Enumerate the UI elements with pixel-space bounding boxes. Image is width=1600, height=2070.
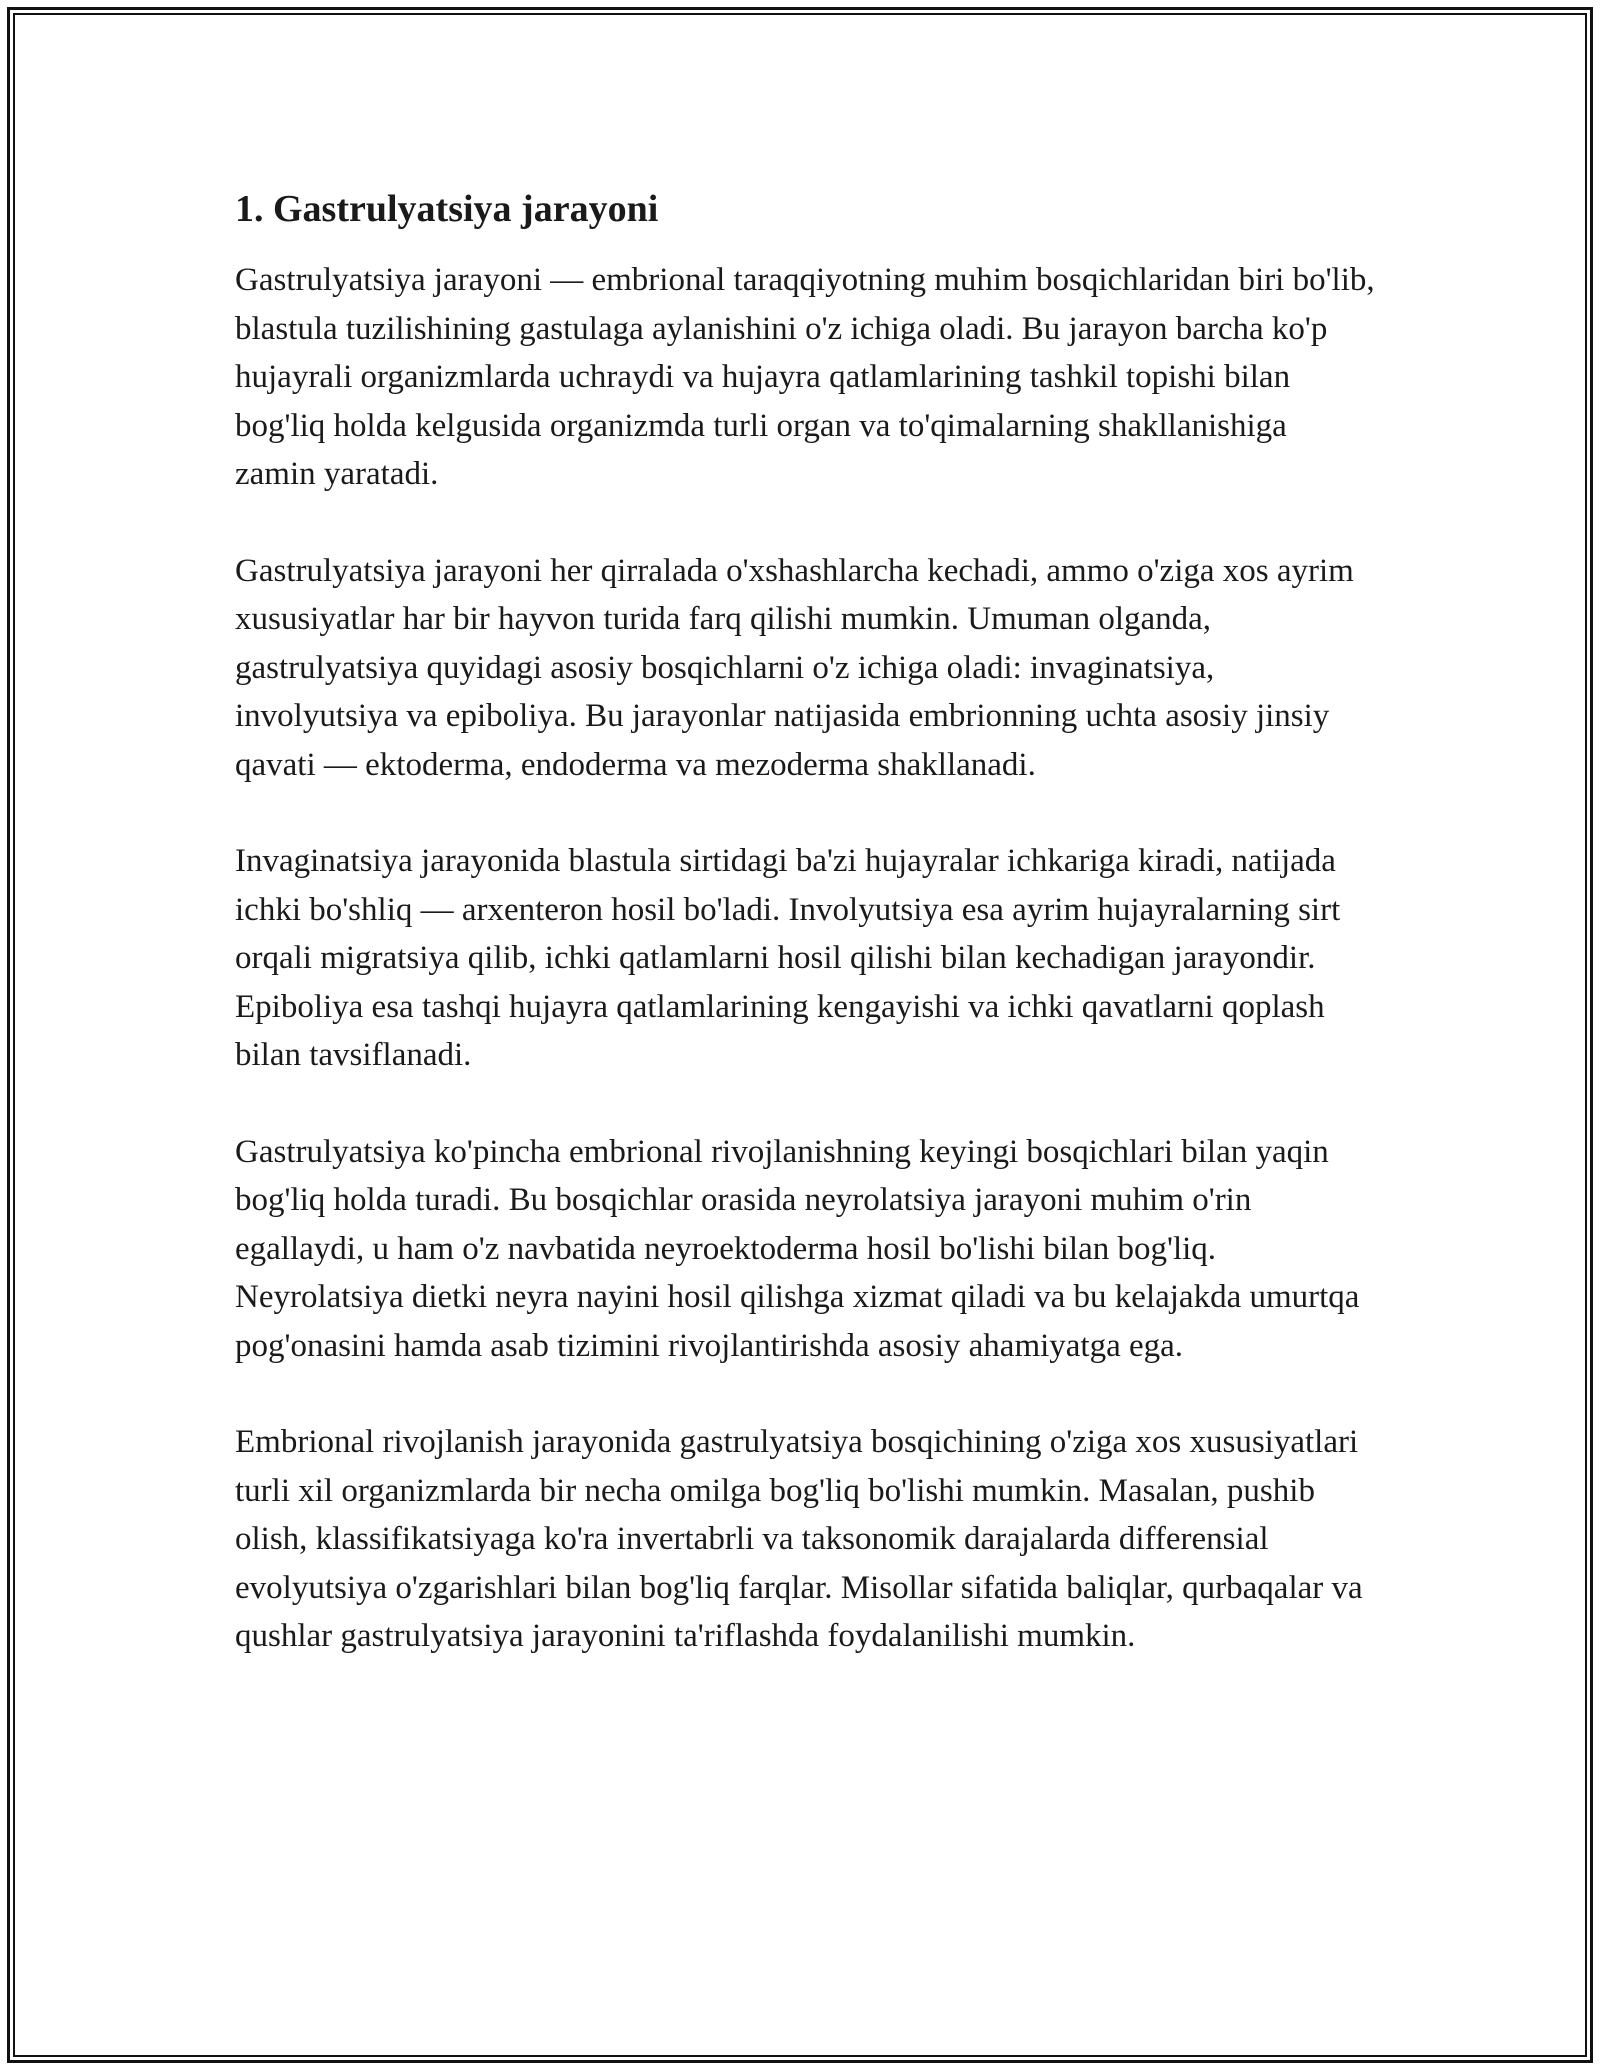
paragraph-3: Invaginatsiya jarayonida blastula sirtidagi ba'zi hujayralar ichkariga kiradi, natijada ichki bo'shliq — arxenteron hosil bo'ladi. Involyutsiya esa ayrim hujayralarning sirt orqali migratsiya qilib, ichki qatlamlarni hosil qilishi bilan kechadigan jarayondir. Epiboliya esa tashqi hujayra qatlamlarining kengayishi va ichki qavatlarni qoplash bilan tavsiflanadi. bbox=[235, 843, 1341, 1074]
paragraph-1: Gastrulyatsiya jarayoni — embrional taraqqiyotning muhim bosqichlaridan biri bo'lib, blastula tuzilishining gastulaga aylanishini o'z ichiga oladi. Bu jarayon barcha ko'p hujayrali organizmlarda uchraydi va hujayra qatlamlarining tashkil topishi bilan bog'liq holda kelgusida organizmda turli organ va to'qimalarning shakllanishiga zamin yaratadi. bbox=[235, 262, 1375, 493]
document-body bbox=[235, 185, 1375, 1709]
paragraph-2: Gastrulyatsiya jarayoni her qirralada o'xshashlarcha kechadi, ammo o'ziga xos ayrim xususiyatlar har bir hayvon turida farq qilishi mumkin. Umuman olganda, gastrulyatsiya quyidagi asosiy bosqichlarni o'z ichiga oladi: invaginatsiya, involyutsiya va epiboliya. Bu jarayonlar natijasida embrionning uchta asosiy jinsiy qavati — ektoderma, endoderma va mezoderma shakllanadi. bbox=[235, 552, 1354, 783]
paragraph-4: Gastrulyatsiya ko'pincha embrional rivojlanishning keyingi bosqichlari bilan yaqin bog'liq holda turadi. Bu bosqichlar orasida neyrolatsiya jarayoni muhim o'rin egallaydi, u ham o'z navbatida neyroektoderma hosil bo'lishi bilan bog'liq. Neyrolatsiya dietki neyra nayini hosil qilishga xizmat qiladi va bu kelajakda umurtqa pog'onasini hamda asab tizimini rivojlantirishda asosiy ahamiyatga ega. bbox=[235, 1133, 1360, 1364]
document-title: 1. Gastrulyatsiya jarayoni bbox=[235, 188, 659, 230]
paragraph-5: Embrional rivojlanish jarayonida gastrulyatsiya bosqichining o'ziga xos xususiyatlari turli xil organizmlarda bir necha omilga bog'liq bo'lishi mumkin. Masalan, pushib olish, klassifikatsiyaga ko'ra invertabrli va taksonomik darajalarda differensial evolyutsiya o'zgarishlari bilan bog'liq farqlar. Misollar sifatida baliqlar, qurbaqalar va qushlar gastrulyatsiya jarayonini ta'riflashda foydalanilishi mumkin. bbox=[235, 1424, 1363, 1655]
